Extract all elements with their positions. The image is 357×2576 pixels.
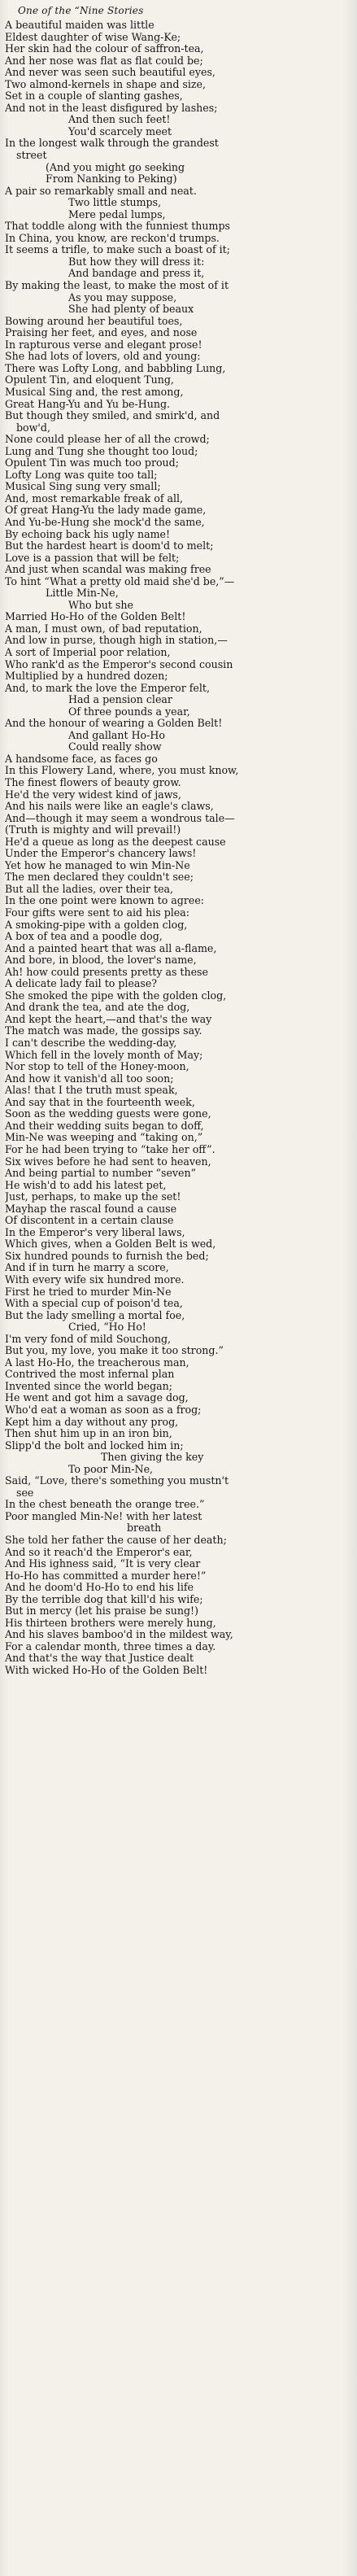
poem-line: And, to mark the love the Emperor felt, <box>5 682 210 694</box>
poem-line: Cried, “Ho Ho! <box>68 1321 146 1334</box>
poem-line: And her nose was flat as flat could be; <box>5 55 203 67</box>
poem-line: Just, perhaps, to make up the set! <box>5 1191 181 1203</box>
poem-line: Nor stop to tell of the Honey-moon, <box>5 1061 189 1073</box>
poem-line: As you may suppose, <box>68 291 177 303</box>
poem-line: And, most remarkable freak of all, <box>5 492 184 504</box>
poem-line: And say that in the fourteenth week, <box>5 1096 195 1108</box>
poem-line: And being partial to number “seven” <box>5 1168 197 1180</box>
poem-line: A last Ho-Ho, the treacherous man, <box>5 1356 189 1369</box>
poem-line: Lung and Tung she thought too loud; <box>5 445 198 457</box>
poem-line: Two almond-kernels in shape and size, <box>5 78 206 90</box>
poem-line: By the terrible dog that kill'd his wife; <box>5 1593 203 1605</box>
poem-line: A pair so remarkably small and neat. <box>5 185 197 197</box>
poem-line: With every wife six hundred more. <box>5 1273 185 1286</box>
poem-line: And a painted heart that was all a-flame, <box>5 942 217 954</box>
poem-line: Slipp'd the bolt and locked him in; <box>5 1439 184 1452</box>
poem-line: In this Flowery Land, where, you must know, <box>5 765 239 777</box>
poem-line: Set in a couple of slanting gashes, <box>5 90 183 103</box>
poem-line: Of great Hang-Yu the lady made game, <box>5 504 207 517</box>
poem-line: A man, I must own, of bad reputation, <box>5 622 202 635</box>
poem-line: Then shut him up in an iron bin, <box>5 1428 172 1440</box>
poem-line: His thirteen brothers were merely hung, <box>5 1617 216 1629</box>
poem-line: For he had been trying to “take her off”. <box>5 1143 216 1155</box>
poem-line: Married Ho-Ho of the Golden Belt! <box>5 611 186 623</box>
poem-line: And their wedding suits began to doff, <box>5 1120 204 1132</box>
poem-line: In the chest beneath the orange tree.” <box>5 1499 205 1511</box>
stanza <box>5 777 342 860</box>
poem-title: One of the “Nine Stories <box>18 5 144 16</box>
poem-line: Kept him a day without any prog, <box>5 1416 179 1428</box>
poem-line: I can't describe the wedding-day, <box>5 1037 177 1050</box>
poem-line: She smoked the pipe with the golden clog, <box>5 989 227 1002</box>
poem-line: bow'd, <box>16 421 50 434</box>
poem-line: Alas! that I the truth must speak, <box>5 1085 178 1097</box>
poem-line: But all the ladies, over their tea, <box>5 883 174 895</box>
poem-line: To hint “What a pretty old maid she'd be,”— <box>5 575 235 587</box>
poem-line: Four gifts were sent to aid his plea: <box>5 907 189 919</box>
poem-line: But in mercy (let his praise be sung!) <box>5 1605 198 1618</box>
poem-line: And the honour of wearing a Golden Belt! <box>5 718 223 730</box>
poem-line: He wish'd to add his latest pet, <box>5 1179 167 1191</box>
stanza <box>5 1511 342 1677</box>
poem-line: Lofty Long was quite too tall; <box>5 469 158 481</box>
poem-line: He'd a queue as long as the deepest cause <box>5 836 226 848</box>
poem-line: None could please her of all the crowd; <box>5 434 210 446</box>
poem-line: Multiplied by a hundred dozen; <box>5 670 168 683</box>
poem-line: And if in turn he marry a score, <box>5 1262 169 1274</box>
poem-line: And how it vanish'd all too soon; <box>5 1072 174 1085</box>
poem-line: But how they will dress it: <box>68 255 205 268</box>
stanza <box>5 410 342 540</box>
poem-line: In China, you know, are reckon'd trumps. <box>5 232 220 244</box>
poem-line: And that's the way that Justice dealt <box>5 1653 194 1665</box>
poem-line: Contrived the most infernal plan <box>5 1369 175 1381</box>
poem-line: She had plenty of beaux <box>68 303 194 316</box>
poem-line: Eldest daughter of wise Wang-Ke; <box>5 31 181 43</box>
poem-line: Musical Sing and, the rest among, <box>5 386 184 398</box>
poem-line: And gallant Ho-Ho <box>68 729 165 741</box>
poem-line: In rapturous verse and elegant prose! <box>5 338 202 351</box>
poem-line: Which fell in the lovely month of May; <box>5 1049 203 1061</box>
poem-line: Mayhap the rascal found a cause <box>5 1203 177 1215</box>
poem-line: street <box>16 150 47 162</box>
poem-line: Two little stumps, <box>68 197 162 209</box>
poem-line: In the longest walk through the grandest <box>5 138 219 150</box>
poem-line: But you, my love, you make it too strong.” <box>5 1345 224 1357</box>
poem-line: Invented since the world began; <box>5 1380 172 1392</box>
poem-line: Love is a passion that will be felt; <box>5 552 180 564</box>
poem-line: And not in the least disfigured by lashes; <box>5 102 218 114</box>
poem-line: And bandage and press it, <box>68 268 205 280</box>
poem-line: With wicked Ho-Ho of the Golden Belt! <box>5 1665 208 1677</box>
poem-line: And drank the tea, and ate the dog, <box>5 1002 190 1014</box>
poem-line: A beautiful maiden was little <box>5 20 155 31</box>
poem-line: A sort of Imperial poor relation, <box>5 646 171 658</box>
poem-line: Who rank'd as the Emperor's second cousin <box>5 658 233 670</box>
poem-line: Said, “Love, there's something you mustn't <box>5 1475 229 1487</box>
poem-line: Little Min-Ne, <box>46 587 119 600</box>
poem-line: And he doom'd Ho-Ho to end his life <box>5 1582 194 1594</box>
stanza <box>5 860 342 1037</box>
poem-line: Bowing around her beautiful toes, <box>5 315 183 327</box>
poem-line: Yet how he managed to win Min-Ne <box>5 859 190 871</box>
poem-line: And his slaves bamboo'd in the mildest way, <box>5 1629 233 1641</box>
poem-line: Ah! how could presents pretty as these <box>5 966 208 978</box>
poem-line: Musical Sing sung very small; <box>5 481 161 493</box>
poem-line: And just when scandal was making free <box>5 564 211 576</box>
poem-line: A handsome face, as faces go <box>5 753 158 765</box>
poem-line: There was Lofty Long, and babbling Lung, <box>5 362 226 374</box>
poem-line: Who'd eat a woman as soon as a frog; <box>5 1404 202 1416</box>
poem-line: It seems a trifle, to make such a boast of it; <box>5 244 230 256</box>
poem-line: Soon as the wedding guests were gone, <box>5 1108 211 1120</box>
poem-line: A smoking-pipe with a golden clog, <box>5 919 188 931</box>
poem-line: Six hundred pounds to furnish the bed; <box>5 1250 209 1262</box>
poem-line: A box of tea and a poodle dog, <box>5 931 163 943</box>
poem-line: The finest flowers of beauty grow. <box>5 777 181 788</box>
poem-line: Poor mangled Min-Ne! with her latest <box>5 1510 202 1522</box>
poem-line: By making the least, to make the most of it <box>5 280 229 292</box>
poem-line: And bore, in blood, the lover's name, <box>5 954 197 967</box>
poem-line: She told her father the cause of her death; <box>5 1535 227 1546</box>
poem-line: Opulent Tin was much too proud; <box>5 457 179 469</box>
stanza <box>5 540 342 777</box>
poem-line: And His ighness said, “It is very clear <box>5 1558 201 1570</box>
poem-line: Then giving the key <box>101 1452 204 1464</box>
poem-line: Ho-Ho has committed a murder here!” <box>5 1570 207 1582</box>
stanza <box>5 1037 342 1511</box>
poem-line: Great Hang-Yu and Yu be-Hung. <box>5 398 171 410</box>
poem-line: She had lots of lovers, old and young: <box>5 351 201 363</box>
stanza <box>5 20 342 410</box>
poem-line: The match was made, the gossips say. <box>5 1025 202 1037</box>
poem-line: Her skin had the colour of saffron-tea, <box>5 43 204 55</box>
poem-line: And—though it may seem a wondrous tale— <box>5 812 235 824</box>
poem-line: (Truth is mighty and will prevail!) <box>5 824 181 836</box>
poem-line: You'd scarcely meet <box>68 125 172 138</box>
poem-line: Of discontent in a certain clause <box>5 1215 174 1227</box>
poem-line: And low in purse, though high in station,— <box>5 635 228 647</box>
poem-line: But though they smiled, and smirk'd, and <box>5 410 220 422</box>
poem-line: He'd the very widest kind of jaws, <box>5 788 181 801</box>
poem-line: From Nanking to Peking) <box>46 173 177 186</box>
poem-line: For a calendar month, three times a day. <box>5 1640 216 1653</box>
poem-line: Min-Ne was weeping and “taking on,” <box>5 1132 203 1144</box>
poem-line: A delicate lady fail to please? <box>5 978 158 990</box>
poem-line: By echoing back his ugly name! <box>5 528 171 540</box>
poem-line: The men declared they couldn't see; <box>5 871 194 884</box>
poem-line: Could really show <box>68 741 162 753</box>
poem-line: And then such feet! <box>68 114 171 126</box>
poem-line: But the lady smelling a mortal foe, <box>5 1309 185 1321</box>
poem-line: With a special cup of poison'd tea, <box>5 1298 183 1310</box>
poem-line: First he tried to murder Min-Ne <box>5 1286 172 1298</box>
poem-line: breath <box>127 1522 162 1535</box>
poem-line: And kept the heart,—and that's the way <box>5 1013 212 1025</box>
poem-line: Praising her feet, and eyes, and nose <box>5 327 198 339</box>
poem-line: Had a pension clear <box>68 694 172 706</box>
poem-line: Opulent Tin, and eloquent Tung, <box>5 374 174 386</box>
poem-line: But the hardest heart is doom'd to melt; <box>5 540 214 552</box>
poem-line: And never was seen such beautiful eyes, <box>5 67 216 79</box>
poem-line: Which gives, when a Golden Belt is wed, <box>5 1238 216 1251</box>
poem-line: Of three pounds a year, <box>68 705 190 718</box>
poem-line: Mere pedal lumps, <box>68 208 166 220</box>
poem-line: In the Emperor's very liberal laws, <box>5 1226 185 1238</box>
poem-line: see <box>16 1487 34 1499</box>
poem-line: (And you might go seeking <box>46 161 185 173</box>
poem-line: That toddle along with the funniest thumps <box>5 220 230 233</box>
poem-line: In the one point were known to agree: <box>5 895 205 907</box>
poem-line: And his nails were like an eagle's claws, <box>5 801 214 813</box>
poem-line: Under the Emperor's chancery laws! <box>5 848 197 860</box>
poem-line: And so it reach'd the Emperor's ear, <box>5 1546 193 1558</box>
poem-line: Six wives before he had sent to heaven, <box>5 1155 211 1168</box>
poem-line: I'm very fond of mild Souchong, <box>5 1333 172 1345</box>
poem-line: Who but she <box>68 599 133 611</box>
poem-body <box>5 20 342 1677</box>
poem-line: And Yu-be-Hung she mock'd the same, <box>5 516 205 528</box>
poem-line: To poor Min-Ne, <box>68 1463 154 1475</box>
poem-line: He went and got him a savage dog, <box>5 1392 189 1404</box>
